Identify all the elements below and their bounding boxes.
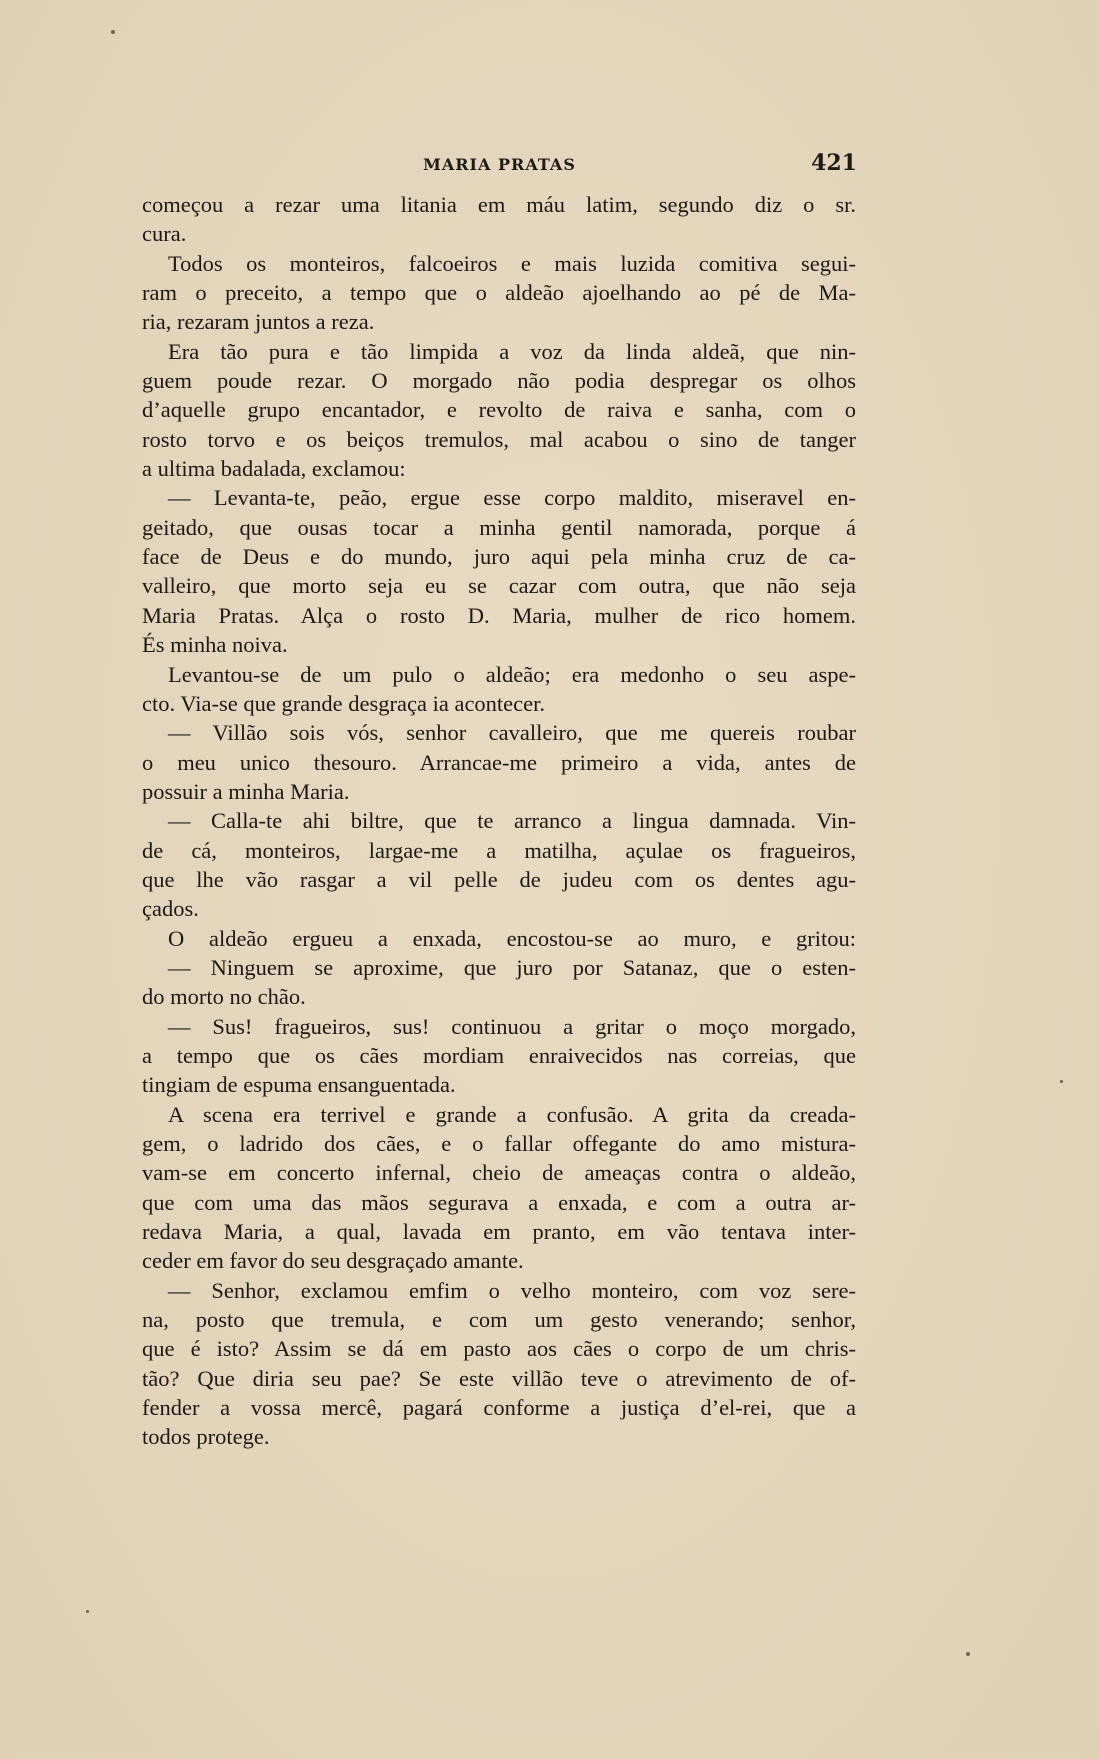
text-line: És minha noiva. xyxy=(142,632,288,658)
text-line: face de Deus e do mundo, juro aqui pela minha cruz de ca- xyxy=(142,544,856,570)
text-line: — Levanta-te, peão, ergue esse corpo maldito, miseravel en- xyxy=(168,485,856,511)
text-line: Era tão pura e tão limpida a voz da linda aldeã, que nin- xyxy=(168,338,856,364)
text-line: d’aquelle grupo encantador, e revolto de raiva e sanha, com o xyxy=(142,397,856,423)
paper-speck xyxy=(86,1610,89,1613)
page-number: 421 xyxy=(811,150,857,176)
text-line: — Senhor, exclamou emfim o velho monteiro, com voz sere- xyxy=(168,1277,856,1303)
text-line: cto. Via-se que grande desgraça ia acontecer. xyxy=(142,690,546,716)
text-line: que lhe vão rasgar a vil pelle de judeu com os dentes agu- xyxy=(142,866,856,892)
text-line: Todos os monteiros, falcoeiros e mais luzida comitiva segui- xyxy=(168,250,856,276)
paper-speck xyxy=(111,30,115,34)
text-line: ram o preceito, a tempo que o aldeão ajoelhando ao pé de Ma- xyxy=(142,280,856,306)
running-title: MARIA PRATAS xyxy=(423,155,576,174)
text-line: de cá, monteiros, largae-me a matilha, açulae os fragueiros, xyxy=(142,837,856,863)
text-line: A scena era terrivel e grande a confusão. A grita da creada- xyxy=(168,1101,856,1127)
text-line: na, posto que tremula, e com um gesto venerando; senhor, xyxy=(142,1307,856,1333)
text-line: — Sus! fragueiros, sus! continuou a gritar o moço morgado, xyxy=(168,1013,856,1039)
text-line: gem, o ladrido dos cães, e o fallar offegante do amo mistura- xyxy=(142,1131,856,1156)
text-line: geitado, que ousas tocar a minha gentil namorada, porque á xyxy=(142,514,856,540)
text-line: — Calla-te ahi biltre, que te arranco a lingua damnada. Vin- xyxy=(168,808,856,834)
paper-speck xyxy=(1060,1080,1063,1083)
text-line: ceder em favor do seu desgraçado amante. xyxy=(142,1248,524,1274)
text-line: Maria Pratas. Alça o rosto D. Maria, mulher de rico homem. xyxy=(142,602,856,628)
paper-speck xyxy=(966,1652,970,1656)
text-line: — Ninguem se aproxime, que juro por Satanaz, que o esten- xyxy=(168,954,856,980)
text-line: a ultima badalada, exclamou: xyxy=(142,456,406,482)
text-line: ria, rezaram juntos a reza. xyxy=(142,309,375,335)
text-line: começou a rezar uma litania em máu latim, segundo diz o sr. xyxy=(142,192,856,217)
text-line: O aldeão ergueu a enxada, encostou-se ao muro, e gritou: xyxy=(168,925,856,951)
text-line: redava Maria, a qual, lavada em pranto, em vão tentava inter- xyxy=(142,1219,856,1245)
text-line: do morto no chão. xyxy=(142,984,306,1010)
text-line: que com uma das mãos segurava a enxada, e com a outra ar- xyxy=(142,1189,856,1215)
text-line: — Villão sois vós, senhor cavalleiro, que me quereis roubar xyxy=(168,720,856,746)
text-line: tão? Que diria seu pae? Se este villão teve o atrevimento de of- xyxy=(142,1365,856,1391)
text-line: todos protege. xyxy=(142,1424,270,1450)
text-line: Levantou-se de um pulo o aldeão; era medonho o seu aspe- xyxy=(168,661,856,687)
text-line: tingiam de espuma ensanguentada. xyxy=(142,1072,456,1098)
text-line: que é isto? Assim se dá em pasto aos cães o corpo de um chris- xyxy=(142,1336,856,1362)
text-line: çados. xyxy=(142,896,199,922)
text-line: rosto torvo e os beiços tremulos, mal acabou o sino de tanger xyxy=(142,426,856,452)
text-line: fender a vossa mercê, pagará conforme a justiça d’el-rei, que a xyxy=(142,1395,856,1421)
running-head xyxy=(142,150,857,180)
body-text xyxy=(142,190,856,1452)
text-line: vam-se em concerto infernal, cheio de ameaças contra o aldeão, xyxy=(142,1160,856,1186)
text-line: valleiro, que morto seja eu se cazar com outra, que não seja xyxy=(142,573,856,599)
text-line: cura. xyxy=(142,221,187,247)
text-line: possuir a minha Maria. xyxy=(142,778,350,804)
text-line: guem poude rezar. O morgado não podia despregar os olhos xyxy=(142,368,856,394)
text-line: a tempo que os cães mordiam enraivecidos nas correias, que xyxy=(142,1042,856,1068)
text-line: o meu unico thesouro. Arrancae-me primeiro a vida, antes de xyxy=(142,749,856,775)
